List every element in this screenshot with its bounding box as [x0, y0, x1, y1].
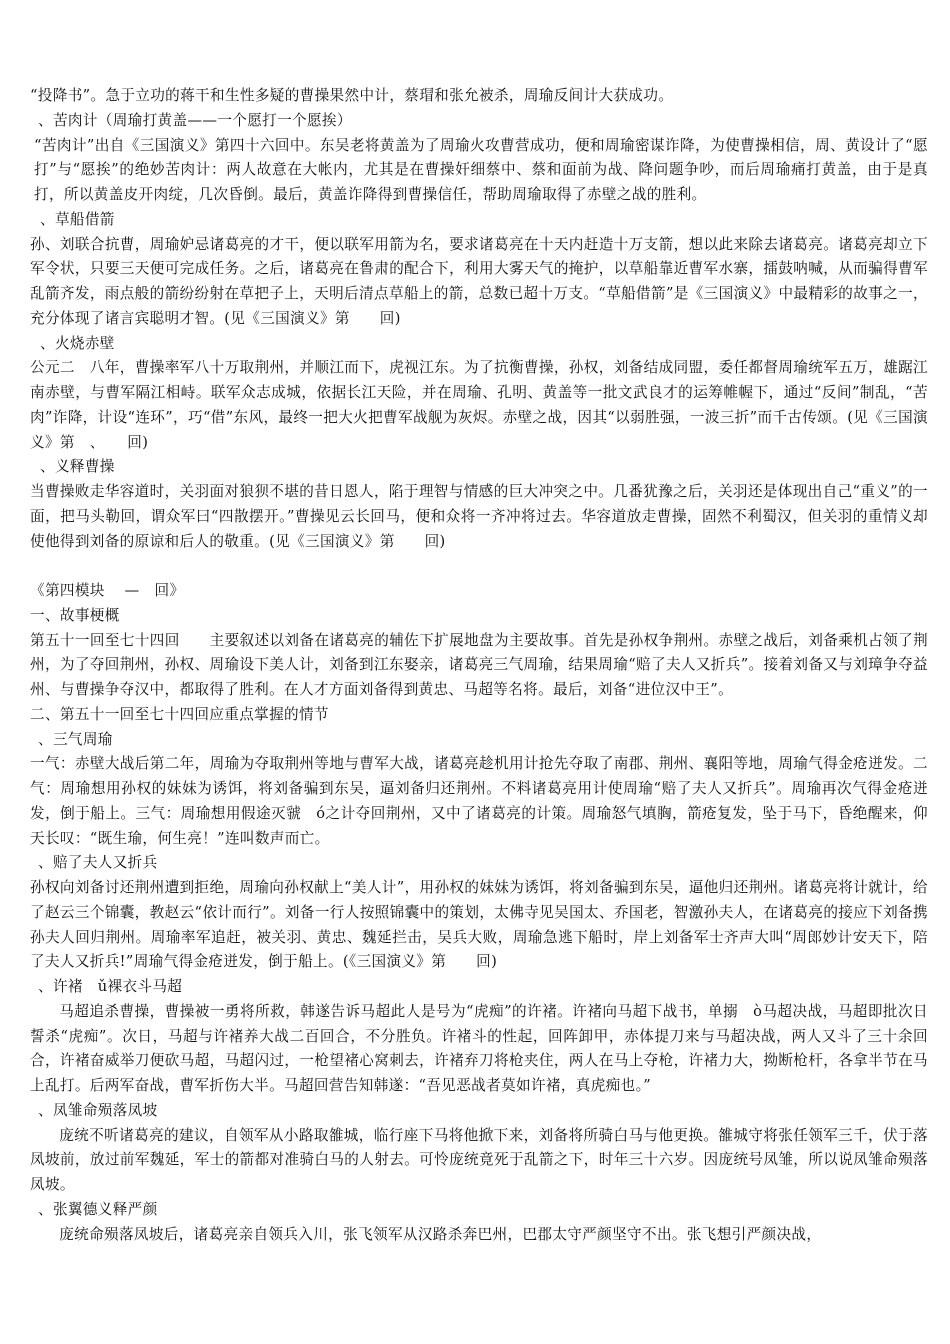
section-heading: 、许褚 ǔ裸衣斗马超 [38, 978, 183, 995]
paragraph: 孙、刘联合抗曹，周瑜妒忌诸葛亮的才干，便以联军用箭为名，要求诸葛亮在十天内赶造十万支箭，想以此来除去诸葛亮。诸葛亮却立下军令状，只要三天便可完成任务。之后，诸葛亮在鲁肃的配合下，利用大雾天气的掩护，以草船靠近曹军水寨，擂鼓呐喊，从而骗得曹军乱箭齐发，雨点般的箭纷纷射在草把子上，天明后清点草船上的箭，总数已超十万支。“草船借箭”是《三国演义》中最精彩的故事之一，充分体现了诸言宾聪明才智。(见《三国演义》第 回) [30, 235, 928, 327]
paragraph: 公元二 八年，曹操率军八十万取荆州，并顺江而下，虎视江东。为了抗衡曹操，孙权，刘备结成同盟，委任都督周瑜统军五万，雄踞江南赤壁，与曹军隔江相峙。联军众志成城，依据长江天险，并在周瑜、孔明、黄盖等一批文武良才的运筹帷幄下，通过“反间”制乱，“苦肉”诈降，计设“连环”，巧“借”东风，最终一把大火把曹军战舰为灰烬。赤壁之战，因其“以弱胜强，一波三折”而千古传颂。(见《三国演义》第 、 回) [30, 359, 928, 451]
section-heading: 、赔了夫人又折兵 [38, 854, 158, 872]
paragraph: 孙权向刘备讨还荆州遭到拒绝，周瑜向孙权献上“美人计”，用孙权的妹妹为诱饵，将刘备骗到东吴，逼他归还荆州。诸葛亮将计就计，给了赵云三个锦囊，教赵云“依计而行”。刘备一行人按照锦囊中的策划，太佛寺见吴国太、乔国老，智激孙夫人，在诸葛亮的接应下刘备携孙夫人回归荆州。周瑜率军追赶，被关羽、黄忠、魏延拦击，吴兵大败，周瑜急逃下船时，岸上刘备军士齐声大叫“周郎妙计安天下，陪了夫人又折兵!”周瑜气得金疮迸发，倒于船上。(《三国演义》第 回) [30, 879, 928, 971]
section-heading: 、草船借箭 [40, 210, 115, 228]
section-heading: 、凤雏命殒落凤坡 [38, 1101, 158, 1119]
document-page [30, 84, 928, 1247]
section-heading: 一、故事梗概 [30, 606, 120, 624]
paragraph: 一气：赤壁大战后第二年，周瑜为夺取荆州等地与曹军大战，诸葛亮趁机用计抢先夺取了南郡、荆州、襄阳等地，周瑜气得金疮迸发。二气：周瑜想用孙权的妹妹为诱饵，将刘备骗到东吴，逼刘备归还荆州。不料诸葛亮用计使周瑜“赔了夫人又折兵”。周瑜再次气得金疮迸发，倒于船上。三气：周瑜想用假途灭虢 ó之计夺回荆州，又中了诸葛亮的计策。周瑜怒气填胸，箭疮复发，坠于马下，昏绝醒来，仰天长叹：“既生瑜，何生亮！”连叫数声而亡。 [30, 755, 928, 847]
text-line: “投降书”。急于立功的蒋干和生性多疑的曹操果然中计，蔡瑁和张允被杀，周瑜反间计大获成功。 [30, 87, 674, 104]
module-title: 《第四模块 — 回》 [30, 582, 185, 599]
paragraph: 庞统命殒落凤坡后，诸葛亮亲自领兵入川，张飞领军从汉路杀奔巴州，巴郡太守严颜坚守不出。张飞想引严颜决战， [59, 1225, 822, 1243]
section-heading: 、苦肉计（周瑜打黄盖——一个愿打一个愿挨） [38, 111, 352, 129]
section-heading: 、义释曹操 [40, 458, 115, 476]
paragraph: 马超追杀曹操，曹操被一勇将所救，韩遂告诉马超此人是号为“虎痴”的许褚。许褚向马超下战书，单搦 ò马超决战，马超即批次日誓杀“虎痴”。次日，马超与许褚养大战二百回合，不分胜负。许褚斗的性起，回阵卸甲，赤体提刀来与马超决战，两人又斗了三十余回合，许褚奋威举刀便砍马超，马超闪过，一枪望褚心窝刺去，许褚弃刀将枪夹住，两人在马上夺枪，许褚力大，拗断枪杆，各拿半节在马上乱打。后两军奋战，曹军折伤大半。马超回营告知韩遂：“吾见恶战者莫如许褚，真虎痴也。” [30, 1002, 928, 1094]
section-heading: 、火烧赤壁 [40, 334, 115, 352]
blank-line [30, 554, 928, 579]
section-heading: 、张翼德义释严颜 [38, 1200, 158, 1218]
section-heading: 、三气周瑜 [38, 730, 113, 748]
paragraph: 庞统不听诸葛亮的建议，自领军从小路取雒城，临行座下马将他掀下来，刘备将所骑白马与他更换。雒城守将张任领军三千，伏于落凤坡前，放过前军魏延，军士的箭都对准骑白马的人射去。可怜庞统竟死于乱箭之下，时年三十六岁。因庞统号凤雏，所以说凤雏命殒落凤坡。 [30, 1126, 928, 1193]
paragraph: “苦肉计”出自《三国演义》第四十六回中。东吴老将黄盖为了周瑜火攻曹营成功，便和周瑜密谋诈降，为使曹操相信，周、黄设计了“愿打”与“愿挨”的绝妙苦肉计：两人故意在大帐内，尤其是在曹操奸细蔡中、蔡和面前为战、降问题争吵，而后周瑜痛打黄盖，由于是真打，所以黄盖皮开肉绽，几次昏倒。最后，黄盖诈降得到曹操信任，帮助周瑜取得了赤壁之战的胜利。 [34, 136, 928, 203]
paragraph: 第五十一回至七十四回 主要叙述以刘备在诸葛亮的辅佐下扩展地盘为主要故事。首先是孙权争荆州。赤壁之战后，刘备乘机占领了荆州，为了夺回荆州，孙权、周瑜设下美人计，刘备到江东娶亲，诸葛亮三气周瑜，结果周瑜“赔了夫人又折兵”。接着刘备又与刘璋争夺益州、与曹操争夺汉中，都取得了胜利。在人才方面刘备得到黄忠、马超等名将。最后，刘备“进位汉中王”。 [30, 631, 928, 698]
paragraph: 当曹操败走华容道时，关羽面对狼狈不堪的昔日恩人，陷于理智与情感的巨大冲突之中。几番犹豫之后，关羽还是体现出自己“重义”的一面，把马头勒回，谓众军曰“四散摆开。”曹操见云长回马，便和众将一齐冲将过去。华容道放走曹操，固然不利蜀汉，但关羽的重情义却使他得到刘备的原谅和后人的敬重。(见《三国演义》第 回) [30, 483, 928, 550]
section-heading: 二、第五十一回至七十四回应重点掌握的情节 [30, 705, 329, 723]
